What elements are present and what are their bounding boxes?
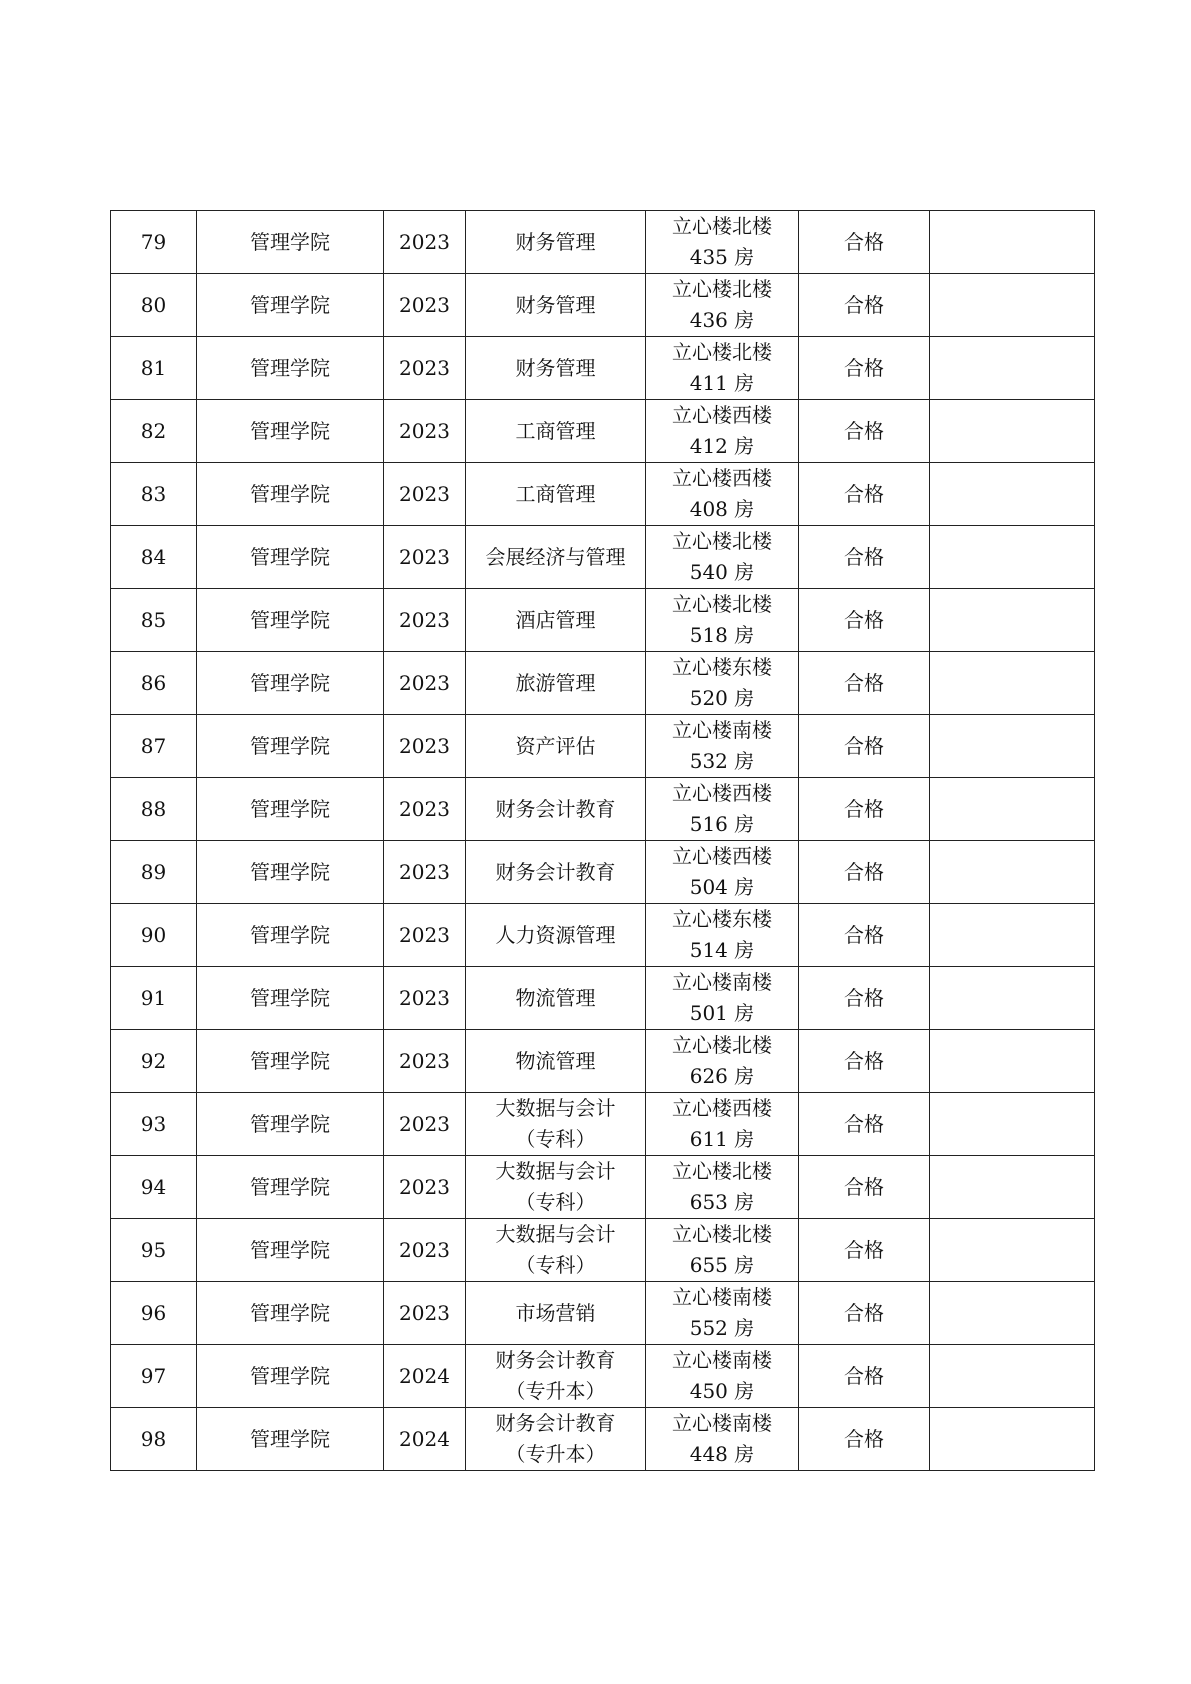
room-cell <box>646 274 799 337</box>
row-number-cell: 85 <box>111 589 197 652</box>
year-cell: 2023 <box>384 1282 466 1345</box>
room-line: 立心楼南楼 <box>672 718 772 742</box>
major-cell <box>466 526 646 589</box>
row-number-cell: 79 <box>111 211 197 274</box>
room-line: 611 房 <box>689 1127 755 1151</box>
room-cell <box>646 463 799 526</box>
note-cell <box>930 715 1095 778</box>
year-cell: 2023 <box>384 1093 466 1156</box>
year-cell: 2023 <box>384 841 466 904</box>
result-cell: 合格 <box>799 337 930 400</box>
college-cell: 管理学院 <box>197 1219 384 1282</box>
table-row <box>111 589 1095 652</box>
college-cell: 管理学院 <box>197 337 384 400</box>
major-line: 物流管理 <box>515 985 596 1010</box>
table-row <box>111 337 1095 400</box>
college-cell: 管理学院 <box>197 211 384 274</box>
room-line: 626 房 <box>689 1064 755 1088</box>
major-cell <box>466 274 646 337</box>
room-line: 立心楼南楼 <box>672 1285 772 1309</box>
major-line: 资产评估 <box>515 733 596 758</box>
room-line: 立心楼北楼 <box>672 529 772 553</box>
room-cell <box>646 1219 799 1282</box>
major-cell <box>466 1345 646 1408</box>
room-cell <box>646 778 799 841</box>
note-cell <box>930 337 1095 400</box>
room-line: 514 房 <box>689 938 755 962</box>
year-cell: 2023 <box>384 589 466 652</box>
room-cell <box>646 1093 799 1156</box>
room-line: 516 房 <box>689 812 755 836</box>
room-line: 411 房 <box>689 371 755 395</box>
room-line: 立心楼西楼 <box>672 844 772 868</box>
major-line: （专升本） <box>505 1379 606 1403</box>
college-cell: 管理学院 <box>197 1156 384 1219</box>
major-line: 财务会计教育 <box>495 1411 616 1435</box>
college-cell: 管理学院 <box>197 463 384 526</box>
row-number-cell: 93 <box>111 1093 197 1156</box>
table-row <box>111 652 1095 715</box>
room-line: 立心楼北楼 <box>672 1033 772 1057</box>
note-cell <box>930 274 1095 337</box>
year-cell: 2023 <box>384 1219 466 1282</box>
result-cell: 合格 <box>799 400 930 463</box>
table-row <box>111 1345 1095 1408</box>
major-line: （专科） <box>515 1127 596 1151</box>
room-line: 655 房 <box>689 1253 755 1277</box>
table-row <box>111 211 1095 274</box>
note-cell <box>930 1030 1095 1093</box>
note-cell <box>930 589 1095 652</box>
college-cell: 管理学院 <box>197 1282 384 1345</box>
table-body <box>111 211 1095 1471</box>
major-cell <box>466 337 646 400</box>
major-cell <box>466 715 646 778</box>
table-row <box>111 400 1095 463</box>
table-row <box>111 1093 1095 1156</box>
college-cell: 管理学院 <box>197 589 384 652</box>
room-line: 立心楼东楼 <box>672 655 772 679</box>
result-cell: 合格 <box>799 904 930 967</box>
major-cell <box>466 1282 646 1345</box>
room-line: 520 房 <box>689 686 755 710</box>
table-row <box>111 1156 1095 1219</box>
table-row <box>111 778 1095 841</box>
room-line: 532 房 <box>689 749 755 773</box>
room-line: 501 房 <box>689 1001 755 1025</box>
room-line: 立心楼北楼 <box>672 214 772 238</box>
row-number-cell: 98 <box>111 1408 197 1471</box>
note-cell <box>930 1093 1095 1156</box>
college-cell: 管理学院 <box>197 652 384 715</box>
year-cell: 2023 <box>384 715 466 778</box>
note-cell <box>930 967 1095 1030</box>
table-row <box>111 463 1095 526</box>
college-cell: 管理学院 <box>197 1030 384 1093</box>
major-line: 工商管理 <box>515 481 596 506</box>
table-row <box>111 841 1095 904</box>
year-cell: 2023 <box>384 1156 466 1219</box>
room-line: 540 房 <box>689 560 755 584</box>
room-line: 立心楼北楼 <box>672 592 772 616</box>
major-cell <box>466 1093 646 1156</box>
note-cell <box>930 841 1095 904</box>
year-cell: 2023 <box>384 904 466 967</box>
result-cell: 合格 <box>799 589 930 652</box>
major-line: 工商管理 <box>515 418 596 443</box>
room-line: 立心楼西楼 <box>672 403 772 427</box>
table-row <box>111 904 1095 967</box>
room-cell <box>646 715 799 778</box>
room-cell <box>646 904 799 967</box>
major-line: 会展经济与管理 <box>485 544 626 569</box>
table-row <box>111 274 1095 337</box>
result-cell: 合格 <box>799 274 930 337</box>
major-line: （专科） <box>515 1190 596 1214</box>
note-cell <box>930 652 1095 715</box>
row-number-cell: 84 <box>111 526 197 589</box>
table-row <box>111 1219 1095 1282</box>
year-cell: 2024 <box>384 1345 466 1408</box>
table-row <box>111 967 1095 1030</box>
room-line: 立心楼南楼 <box>672 970 772 994</box>
result-cell: 合格 <box>799 1345 930 1408</box>
result-cell: 合格 <box>799 211 930 274</box>
major-cell <box>466 400 646 463</box>
room-line: 518 房 <box>689 623 755 647</box>
major-cell <box>466 589 646 652</box>
room-cell <box>646 211 799 274</box>
major-cell <box>466 652 646 715</box>
major-cell <box>466 1030 646 1093</box>
table-row <box>111 1030 1095 1093</box>
major-cell <box>466 463 646 526</box>
note-cell <box>930 904 1095 967</box>
room-line: 450 房 <box>689 1379 755 1403</box>
college-cell: 管理学院 <box>197 1345 384 1408</box>
row-number-cell: 82 <box>111 400 197 463</box>
major-cell <box>466 1156 646 1219</box>
room-line: 立心楼北楼 <box>672 277 772 301</box>
result-cell: 合格 <box>799 841 930 904</box>
year-cell: 2023 <box>384 337 466 400</box>
room-line: 552 房 <box>689 1316 755 1340</box>
major-line: 大数据与会计 <box>495 1222 616 1246</box>
result-cell: 合格 <box>799 526 930 589</box>
room-line: 435 房 <box>689 245 755 269</box>
result-cell: 合格 <box>799 778 930 841</box>
room-line: 立心楼北楼 <box>672 340 772 364</box>
major-line: 大数据与会计 <box>495 1159 616 1183</box>
row-number-cell: 97 <box>111 1345 197 1408</box>
note-cell <box>930 1282 1095 1345</box>
table-row <box>111 526 1095 589</box>
year-cell: 2023 <box>384 526 466 589</box>
note-cell <box>930 463 1095 526</box>
room-line: 立心楼西楼 <box>672 466 772 490</box>
year-cell: 2024 <box>384 1408 466 1471</box>
note-cell <box>930 400 1095 463</box>
row-number-cell: 89 <box>111 841 197 904</box>
room-line: 立心楼南楼 <box>672 1348 772 1372</box>
result-cell: 合格 <box>799 967 930 1030</box>
year-cell: 2023 <box>384 1030 466 1093</box>
row-number-cell: 94 <box>111 1156 197 1219</box>
result-cell: 合格 <box>799 1156 930 1219</box>
room-line: 立心楼西楼 <box>672 781 772 805</box>
table-row <box>111 1408 1095 1471</box>
table-row <box>111 715 1095 778</box>
major-cell <box>466 778 646 841</box>
note-cell <box>930 1345 1095 1408</box>
room-line: 立心楼北楼 <box>672 1159 772 1183</box>
college-cell: 管理学院 <box>197 967 384 1030</box>
result-cell: 合格 <box>799 1093 930 1156</box>
room-cell <box>646 1282 799 1345</box>
room-line: 448 房 <box>689 1442 755 1466</box>
result-cell: 合格 <box>799 1282 930 1345</box>
major-line: （专科） <box>515 1253 596 1277</box>
note-cell <box>930 211 1095 274</box>
year-cell: 2023 <box>384 778 466 841</box>
major-cell <box>466 904 646 967</box>
room-cell <box>646 526 799 589</box>
room-line: 立心楼北楼 <box>672 1222 772 1246</box>
result-cell: 合格 <box>799 652 930 715</box>
major-line: 财务管理 <box>515 229 596 254</box>
room-line: 立心楼东楼 <box>672 907 772 931</box>
year-cell: 2023 <box>384 400 466 463</box>
room-line: 653 房 <box>689 1190 755 1214</box>
room-line: 408 房 <box>689 497 755 521</box>
room-cell <box>646 400 799 463</box>
major-cell <box>466 841 646 904</box>
room-cell <box>646 652 799 715</box>
college-cell: 管理学院 <box>197 1408 384 1471</box>
room-line: 436 房 <box>689 308 755 332</box>
college-cell: 管理学院 <box>197 526 384 589</box>
major-line: 财务管理 <box>515 292 596 317</box>
year-cell: 2023 <box>384 274 466 337</box>
row-number-cell: 83 <box>111 463 197 526</box>
note-cell <box>930 1408 1095 1471</box>
row-number-cell: 91 <box>111 967 197 1030</box>
year-cell: 2023 <box>384 463 466 526</box>
result-cell: 合格 <box>799 715 930 778</box>
major-line: 财务管理 <box>515 355 596 380</box>
room-cell <box>646 1345 799 1408</box>
row-number-cell: 87 <box>111 715 197 778</box>
major-line: （专升本） <box>505 1442 606 1466</box>
room-line: 立心楼西楼 <box>672 1096 772 1120</box>
row-number-cell: 92 <box>111 1030 197 1093</box>
college-cell: 管理学院 <box>197 400 384 463</box>
row-number-cell: 81 <box>111 337 197 400</box>
note-cell <box>930 526 1095 589</box>
row-number-cell: 80 <box>111 274 197 337</box>
row-number-cell: 96 <box>111 1282 197 1345</box>
major-line: 财务会计教育 <box>495 859 616 884</box>
year-cell: 2023 <box>384 652 466 715</box>
major-line: 酒店管理 <box>515 607 596 632</box>
room-cell <box>646 1408 799 1471</box>
major-cell <box>466 211 646 274</box>
college-cell: 管理学院 <box>197 715 384 778</box>
table-row <box>111 1282 1095 1345</box>
room-line: 504 房 <box>689 875 755 899</box>
room-line: 412 房 <box>689 434 755 458</box>
room-cell <box>646 967 799 1030</box>
major-line: 人力资源管理 <box>495 922 616 947</box>
major-cell <box>466 1408 646 1471</box>
result-cell: 合格 <box>799 463 930 526</box>
college-cell: 管理学院 <box>197 274 384 337</box>
major-line: 财务会计教育 <box>495 796 616 821</box>
result-cell: 合格 <box>799 1219 930 1282</box>
room-cell <box>646 1030 799 1093</box>
row-number-cell: 90 <box>111 904 197 967</box>
year-cell: 2023 <box>384 211 466 274</box>
college-cell: 管理学院 <box>197 1093 384 1156</box>
note-cell <box>930 1219 1095 1282</box>
major-cell <box>466 1219 646 1282</box>
result-cell: 合格 <box>799 1030 930 1093</box>
room-line: 立心楼南楼 <box>672 1411 772 1435</box>
dormitory-inspection-table <box>110 210 1095 1471</box>
major-line: 大数据与会计 <box>495 1096 616 1120</box>
major-line: 物流管理 <box>515 1048 596 1073</box>
row-number-cell: 88 <box>111 778 197 841</box>
note-cell <box>930 1156 1095 1219</box>
major-line: 市场营销 <box>515 1300 596 1325</box>
room-cell <box>646 1156 799 1219</box>
college-cell: 管理学院 <box>197 778 384 841</box>
major-line: 旅游管理 <box>515 670 596 695</box>
year-cell: 2023 <box>384 967 466 1030</box>
room-cell <box>646 589 799 652</box>
row-number-cell: 86 <box>111 652 197 715</box>
major-line: 财务会计教育 <box>495 1348 616 1372</box>
room-cell <box>646 841 799 904</box>
room-cell <box>646 337 799 400</box>
college-cell: 管理学院 <box>197 904 384 967</box>
note-cell <box>930 778 1095 841</box>
row-number-cell: 95 <box>111 1219 197 1282</box>
college-cell: 管理学院 <box>197 841 384 904</box>
major-cell <box>466 967 646 1030</box>
result-cell: 合格 <box>799 1408 930 1471</box>
